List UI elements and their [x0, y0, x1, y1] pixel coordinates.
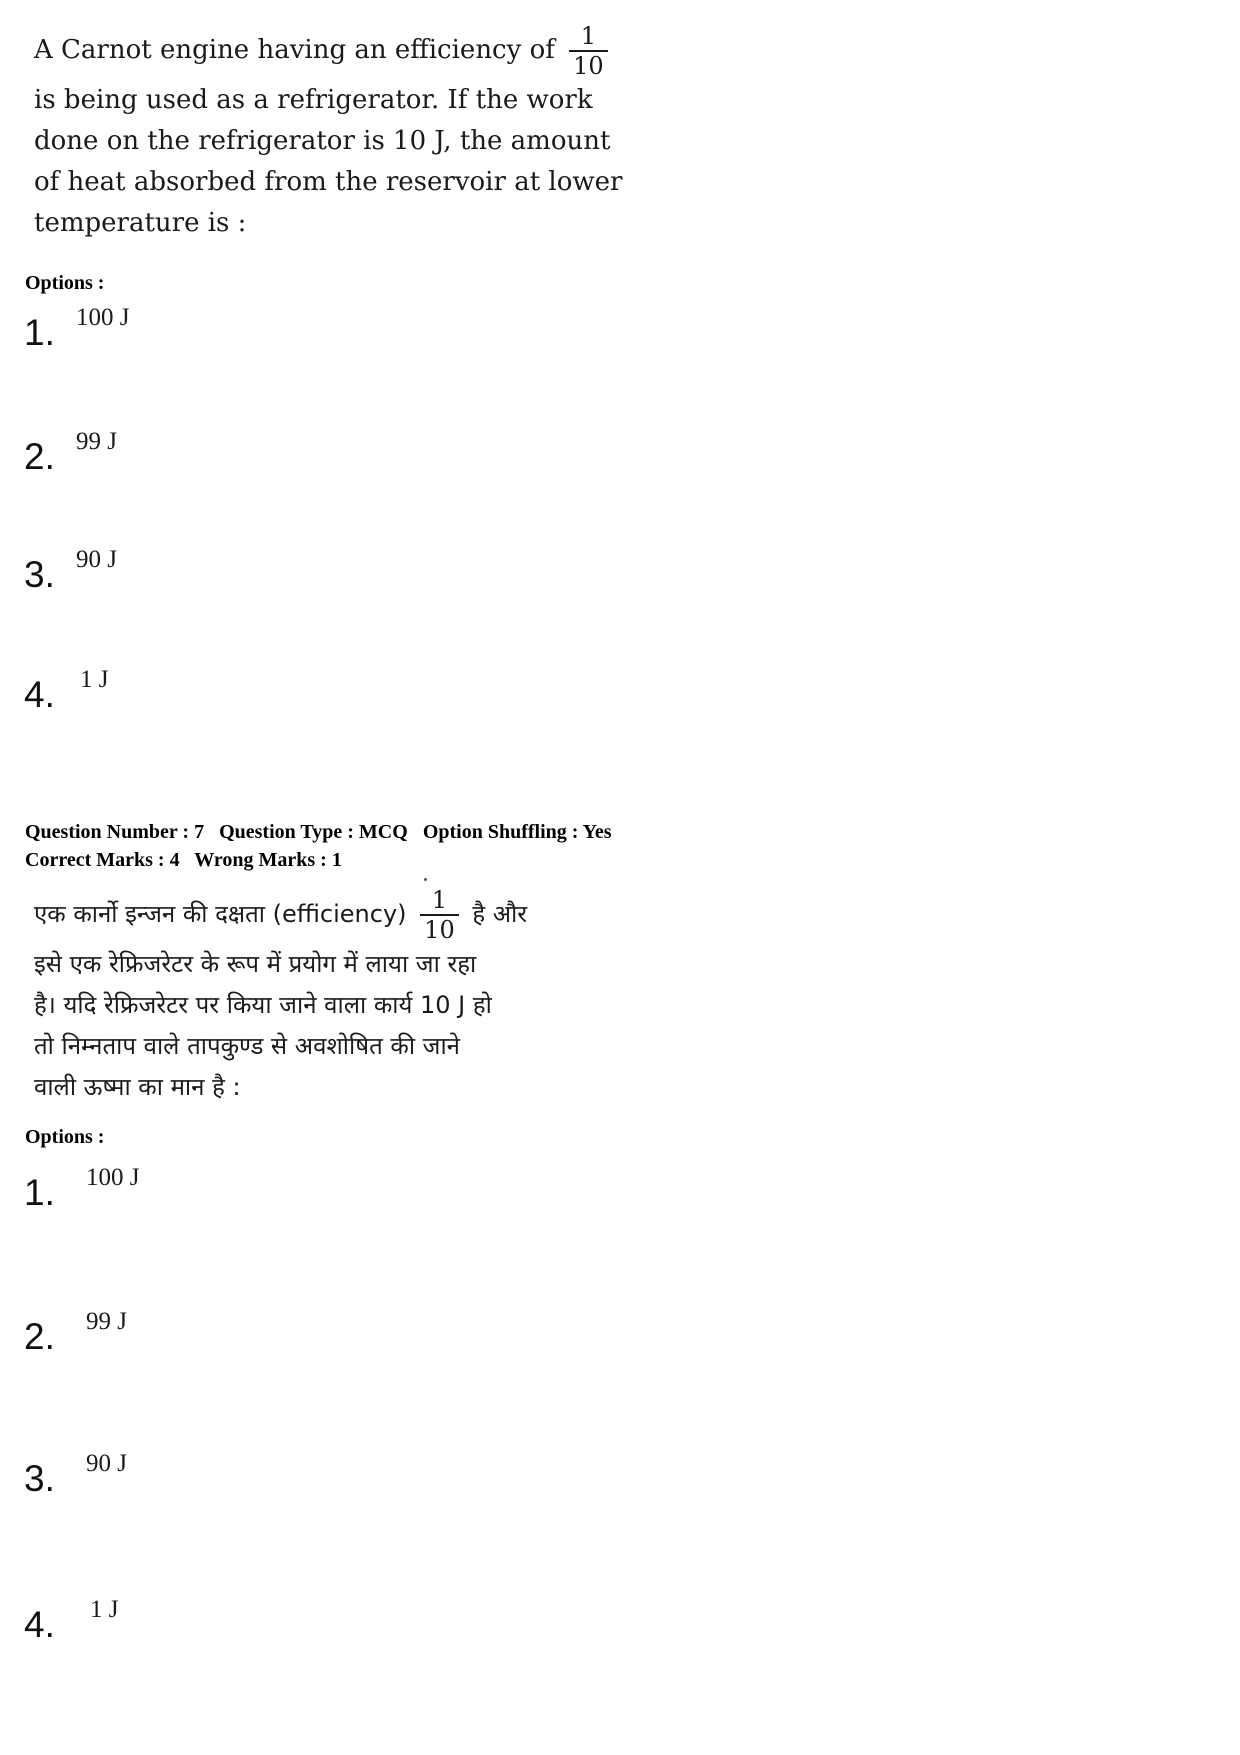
fraction-numerator: 1 [569, 22, 608, 52]
stray-mark [424, 878, 427, 881]
option-number: 1. [24, 1172, 55, 1213]
option-number: 2. [24, 436, 55, 477]
option-number: 4. [24, 674, 55, 715]
question-line [34, 886, 554, 944]
option-number: 1. [24, 312, 55, 353]
option-value: 99 J [76, 428, 117, 455]
question-line: of heat absorbed from the reservoir at lower [34, 167, 623, 197]
option-value: 100 J [86, 1164, 140, 1191]
question-text-english [34, 22, 623, 244]
option-number: 2. [24, 1316, 55, 1357]
question-meta-line-2 [25, 846, 352, 874]
option-value: 1 J [90, 1596, 119, 1623]
option-value: 90 J [86, 1450, 127, 1477]
option-value: 99 J [86, 1308, 127, 1335]
question-line: is being used as a refrigerator. If the work [34, 85, 593, 115]
wrong-marks: Wrong Marks : 1 [194, 849, 342, 871]
question-line: temperature is : [34, 208, 247, 238]
option-shuffling: Option Shuffling : Yes [422, 821, 612, 843]
question-line-1: A Carnot engine having an efficiency of [34, 35, 555, 65]
fraction-numerator: 1 [420, 886, 459, 916]
question-text-hindi [34, 886, 554, 1108]
options-label: Options : [25, 272, 105, 294]
question-number: Question Number : 7 [25, 821, 205, 843]
efficiency-fraction [569, 22, 608, 80]
question-line-1-end: है और [472, 900, 528, 928]
question-line: वाली ऊष्मा का मान है : [34, 1073, 241, 1101]
fraction-denominator: 10 [573, 52, 604, 80]
question-type: Question Type : MCQ [219, 821, 408, 843]
correct-marks: Correct Marks : 4 [25, 849, 180, 871]
question-line [34, 22, 604, 80]
question-line: done on the refrigerator is 10 J, the amount [34, 126, 611, 156]
option-value: 90 J [76, 546, 117, 573]
efficiency-fraction [420, 886, 459, 944]
question-line: इसे एक रेफ्रिजरेटर के रूप में प्रयोग में लाया जा रहा [34, 950, 477, 978]
option-value: 100 J [76, 304, 130, 331]
options-label: Options : [25, 1126, 105, 1148]
option-number: 4. [24, 1604, 55, 1645]
question-meta-line-1 [25, 818, 622, 846]
option-value: 1 J [80, 666, 109, 693]
question-line: तो निम्नताप वाले तापकुण्ड से अवशोषित की जाने [34, 1032, 461, 1060]
question-line: है। यदि रेफ्रिजरेटर पर किया जाने वाला कार्य 10 J हो [34, 991, 492, 1019]
fraction-denominator: 10 [424, 916, 455, 944]
option-number: 3. [24, 554, 55, 595]
question-line-1: एक कार्नो इन्जन की दक्षता (efficiency) [34, 900, 407, 928]
option-number: 3. [24, 1458, 55, 1499]
